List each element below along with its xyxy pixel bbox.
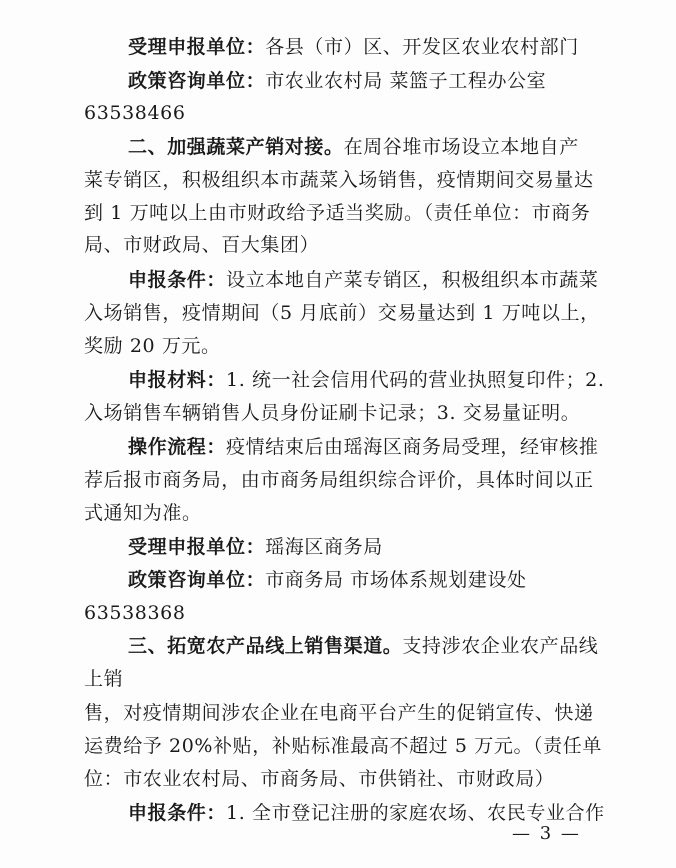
paragraph-line xyxy=(84,399,580,427)
text: 式通知为准。 xyxy=(84,502,202,524)
label: 操作流程： xyxy=(128,436,227,458)
text: 位：市农业农村局、市商务局、市供销社、市财政局） xyxy=(84,768,555,790)
consult-unit-line-2 xyxy=(128,566,527,594)
paragraph-line xyxy=(84,199,590,227)
heading: 二、加强蔬菜产销对接。 xyxy=(128,136,344,158)
paragraph-line xyxy=(84,765,554,793)
paragraph-line xyxy=(84,299,600,327)
section-2-heading xyxy=(128,133,579,161)
paragraph-line xyxy=(84,332,221,360)
accept-unit-line-2 xyxy=(128,533,383,561)
text: 上销 xyxy=(84,668,124,690)
label: 政策咨询单位： xyxy=(128,70,266,92)
text: 售，对疫情期间涉农企业在电商平台产生的促销宣传、快递 xyxy=(84,702,594,724)
paragraph-line xyxy=(84,166,594,194)
text: 市农业农村局 菜篮子工程办公室 xyxy=(265,70,547,92)
text: 设立本地自产菜专销区，积极组织本市蔬菜 xyxy=(226,269,599,291)
paragraph-line xyxy=(84,499,202,527)
label: 申报条件： xyxy=(128,802,227,824)
text: 1. 全市登记注册的家庭农场、农民专业合作 xyxy=(226,802,605,824)
text: 63538368 xyxy=(84,602,186,624)
page-number: — 3 — xyxy=(512,823,581,844)
phone-line-2 xyxy=(84,599,186,627)
text: 各县（市）区、开发区农业农村部门 xyxy=(265,36,579,58)
heading: 三、拓宽农产品线上销售渠道。 xyxy=(128,635,403,657)
paragraph-line xyxy=(84,231,319,259)
paragraph-line xyxy=(84,665,123,693)
text: 运费给予 20%补贴，补贴标准最高不超过 5 万元。（责任单 xyxy=(84,735,602,757)
text: 到 1 万吨以上由市财政给予适当奖励。（责任单位：市商务 xyxy=(84,202,591,224)
text: 奖励 20 万元。 xyxy=(84,335,221,357)
text: 荐后报市商务局，由市商务局组织综合评价，具体时间以正 xyxy=(84,469,594,491)
label: 受理申报单位： xyxy=(128,536,266,558)
text: 入场销售车辆销售人员身份证刷卡记录；3. 交易量证明。 xyxy=(84,402,581,424)
label: 申报材料： xyxy=(128,369,227,391)
phone-line-1 xyxy=(84,99,186,127)
text: 支持涉农企业农产品线 xyxy=(402,635,599,657)
accept-unit-line-1 xyxy=(128,33,579,61)
section-3-heading xyxy=(128,632,598,660)
label: 申报条件： xyxy=(128,269,227,291)
consult-unit-line-1 xyxy=(128,67,546,95)
text: 63538466 xyxy=(84,102,186,124)
text: 入场销售，疫情期间（5 月底前）交易量达到 1 万吨以上， xyxy=(84,302,600,324)
paragraph-line xyxy=(84,466,594,494)
paragraph-line xyxy=(84,699,594,727)
label: 政策咨询单位： xyxy=(128,569,266,591)
text: 局、市财政局、百大集团） xyxy=(84,234,320,256)
text: 疫情结束后由瑶海区商务局受理，经审核推 xyxy=(226,436,599,458)
text: 菜专销区，积极组织本市蔬菜入场销售，疫情期间交易量达 xyxy=(84,169,594,191)
materials-line xyxy=(128,366,605,394)
paragraph-line xyxy=(84,732,602,760)
text: 瑶海区商务局 xyxy=(265,536,383,558)
text: 在周谷堆市场设立本地自产 xyxy=(343,136,579,158)
label: 受理申报单位： xyxy=(128,36,266,58)
text: 1. 统一社会信用代码的营业执照复印件；2. xyxy=(226,369,605,391)
process-line xyxy=(128,433,598,461)
conditions-line xyxy=(128,266,598,294)
text: 市商务局 市场体系规划建设处 xyxy=(265,569,527,591)
